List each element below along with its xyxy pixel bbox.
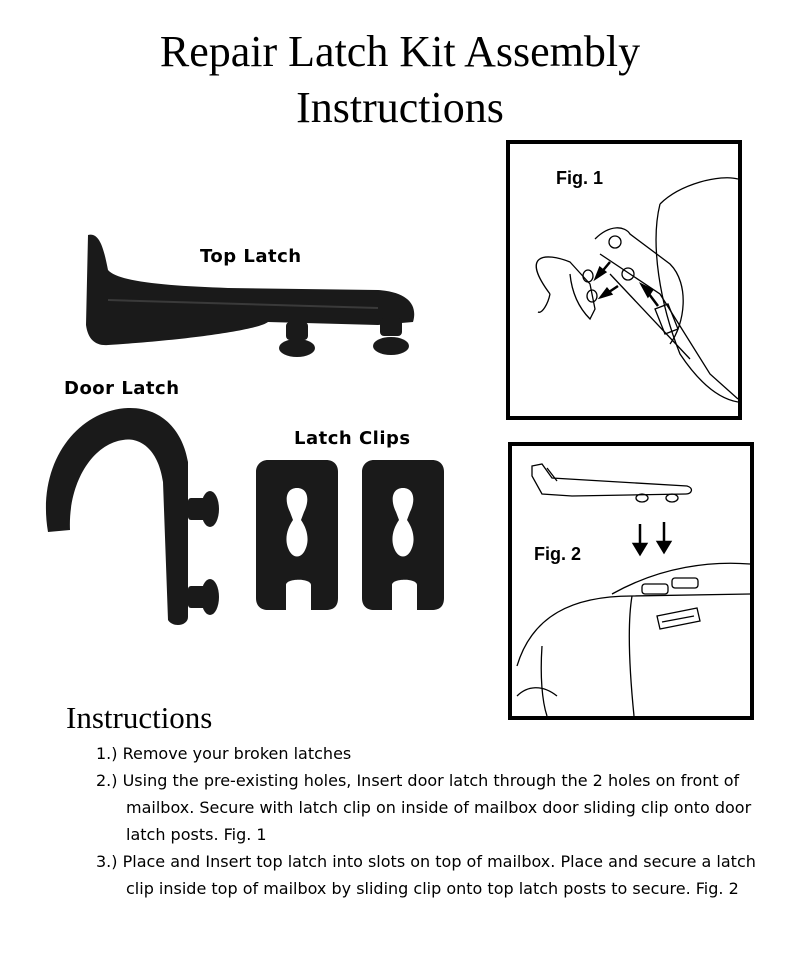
top-latch-label: Top Latch [200,246,302,267]
instruction-step-1: 1.) Remove your broken latches [96,744,352,763]
door-latch-label: Door Latch [64,378,180,399]
latch-clips-image [256,460,456,615]
figure-2-box [508,442,754,720]
figure-1-label: Fig. 1 [556,168,604,188]
figure-2-drawing [512,446,750,716]
top-latch-image [78,230,423,370]
figure-1-box [506,140,742,420]
document-title [0,24,800,136]
figure-2-label: Fig. 2 [534,544,582,564]
instruction-step-3: 3.) Place and Insert top latch into slots on top of mailbox. Place and secure a latch clip inside top of mailbox by sliding clip onto top latch posts to secure. Fig. 2 [96,852,756,898]
instructions-list [96,740,776,902]
title-line-2: Instructions [296,83,504,132]
door-latch-image [38,402,228,632]
latch-clip-left [256,460,338,610]
figure-1-drawing [510,144,738,416]
instruction-step-2: 2.) Using the pre-existing holes, Insert door latch through the 2 holes on front of mailbox. Secure with latch clip on inside of mailbox door sliding clip onto door latch posts. Fig. 1 [96,771,752,844]
instructions-heading: Instructions [66,700,213,735]
latch-clip-right [362,460,444,610]
title-line-1: Repair Latch Kit Assembly [159,27,641,76]
latch-clips-label: Latch Clips [294,428,411,449]
